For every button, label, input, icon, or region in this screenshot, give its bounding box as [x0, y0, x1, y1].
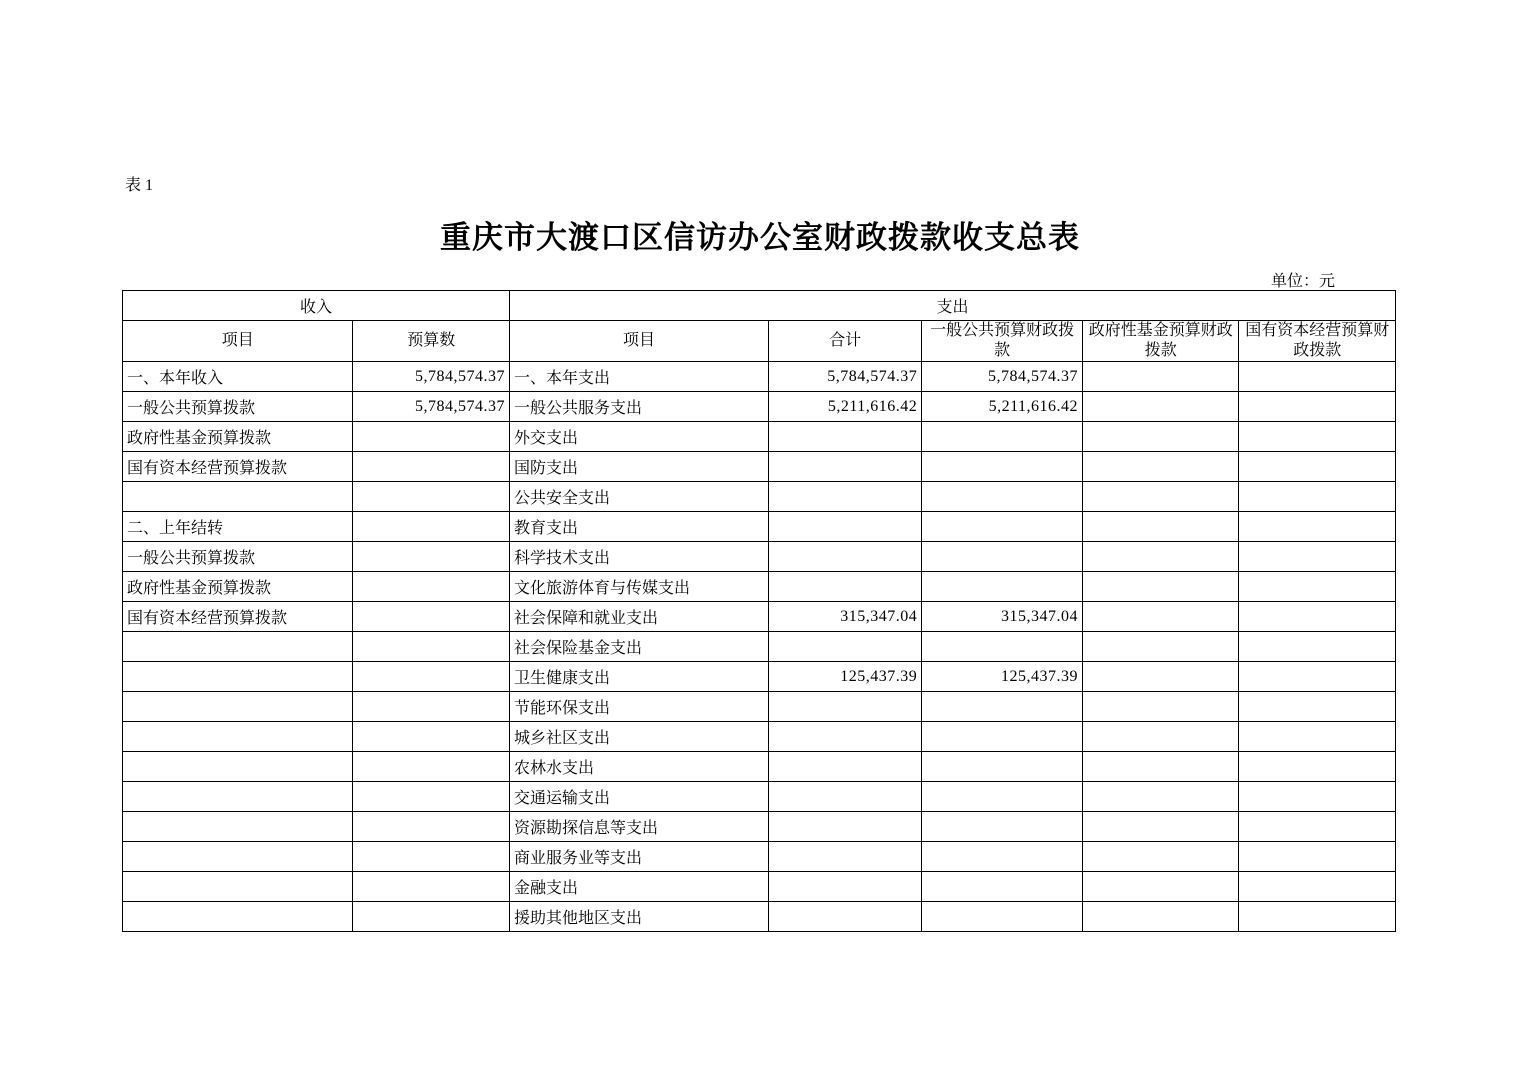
cell-income-item — [123, 872, 353, 902]
cell-exp-state-capital — [1239, 662, 1396, 692]
cell-exp-general-public — [922, 902, 1083, 932]
table-row — [123, 542, 1396, 572]
table-row — [123, 872, 1396, 902]
cell-exp-item: 农林水支出 — [509, 752, 768, 782]
cell-income-item — [123, 722, 353, 752]
cell-income-budget — [353, 632, 509, 662]
table-label: 表 1 — [125, 177, 154, 194]
table-row — [123, 752, 1396, 782]
cell-exp-total — [769, 752, 922, 782]
table-head — [123, 291, 1396, 362]
cell-exp-state-capital — [1239, 602, 1396, 632]
unit-note: 单位：元 — [1270, 273, 1335, 290]
cell-exp-general-public — [922, 632, 1083, 662]
cell-exp-general-public — [922, 572, 1083, 602]
cell-exp-general-public — [922, 752, 1083, 782]
cell-exp-item: 社会保险基金支出 — [509, 632, 768, 662]
cell-income-item — [123, 842, 353, 872]
cell-exp-state-capital — [1239, 452, 1396, 482]
cell-income-item: 国有资本经营预算拨款 — [123, 452, 353, 482]
cell-exp-state-capital — [1239, 512, 1396, 542]
cell-exp-gov-fund — [1083, 422, 1239, 452]
cell-exp-gov-fund — [1083, 482, 1239, 512]
cell-exp-state-capital — [1239, 572, 1396, 602]
cell-income-budget — [353, 482, 509, 512]
cell-exp-total — [769, 482, 922, 512]
cell-exp-total — [769, 452, 922, 482]
cell-exp-item: 科学技术支出 — [509, 542, 768, 572]
cell-exp-total — [769, 422, 922, 452]
cell-exp-general-public — [922, 692, 1083, 722]
cell-exp-total: 5,784,574.37 — [769, 362, 922, 392]
cell-income-item: 一、本年收入 — [123, 362, 353, 392]
table-row — [123, 812, 1396, 842]
cell-exp-state-capital — [1239, 692, 1396, 722]
cell-exp-general-public — [922, 842, 1083, 872]
cell-exp-item: 节能环保支出 — [509, 692, 768, 722]
column-header-exp-total: 合计 — [769, 321, 922, 362]
cell-income-budget — [353, 812, 509, 842]
group-header-income: 收入 — [123, 291, 510, 321]
cell-income-item — [123, 662, 353, 692]
cell-exp-state-capital — [1239, 842, 1396, 872]
table-row — [123, 572, 1396, 602]
cell-exp-general-public — [922, 782, 1083, 812]
table-row — [123, 392, 1396, 422]
table-row — [123, 452, 1396, 482]
cell-exp-total — [769, 842, 922, 872]
cell-income-budget — [353, 422, 509, 452]
group-header-expenditure: 支出 — [509, 291, 1395, 321]
cell-exp-total — [769, 542, 922, 572]
cell-exp-general-public — [922, 452, 1083, 482]
cell-exp-general-public — [922, 812, 1083, 842]
cell-income-item — [123, 812, 353, 842]
column-header-exp-gov-fund: 政府性基金预算财政拨款 — [1083, 321, 1239, 362]
cell-exp-item: 教育支出 — [509, 512, 768, 542]
cell-exp-gov-fund — [1083, 602, 1239, 632]
cell-income-item: 一般公共预算拨款 — [123, 542, 353, 572]
cell-exp-total — [769, 812, 922, 842]
cell-exp-item: 商业服务业等支出 — [509, 842, 768, 872]
cell-exp-gov-fund — [1083, 452, 1239, 482]
cell-income-budget — [353, 842, 509, 872]
cell-exp-total: 125,437.39 — [769, 662, 922, 692]
cell-income-budget — [353, 662, 509, 692]
cell-income-item: 政府性基金预算拨款 — [123, 422, 353, 452]
cell-exp-state-capital — [1239, 422, 1396, 452]
cell-income-budget — [353, 782, 509, 812]
cell-exp-general-public: 125,437.39 — [922, 662, 1083, 692]
cell-exp-gov-fund — [1083, 632, 1239, 662]
cell-exp-general-public: 315,347.04 — [922, 602, 1083, 632]
table-column-header-row — [123, 321, 1396, 362]
cell-exp-total — [769, 872, 922, 902]
cell-exp-total: 315,347.04 — [769, 602, 922, 632]
cell-exp-gov-fund — [1083, 572, 1239, 602]
cell-exp-total — [769, 902, 922, 932]
cell-exp-state-capital — [1239, 542, 1396, 572]
cell-exp-general-public: 5,784,574.37 — [922, 362, 1083, 392]
cell-income-item — [123, 482, 353, 512]
cell-exp-total — [769, 692, 922, 722]
table-group-header-row — [123, 291, 1396, 321]
cell-exp-gov-fund — [1083, 812, 1239, 842]
cell-exp-item: 公共安全支出 — [509, 482, 768, 512]
cell-exp-gov-fund — [1083, 752, 1239, 782]
cell-exp-item: 外交支出 — [509, 422, 768, 452]
cell-exp-total — [769, 722, 922, 752]
cell-exp-state-capital — [1239, 902, 1396, 932]
table-row — [123, 842, 1396, 872]
column-header-exp-item: 项目 — [509, 321, 768, 362]
cell-exp-item: 城乡社区支出 — [509, 722, 768, 752]
cell-exp-state-capital — [1239, 722, 1396, 752]
cell-exp-gov-fund — [1083, 662, 1239, 692]
cell-exp-total — [769, 512, 922, 542]
cell-exp-state-capital — [1239, 782, 1396, 812]
cell-exp-general-public — [922, 872, 1083, 902]
cell-exp-total: 5,211,616.42 — [769, 392, 922, 422]
cell-income-item — [123, 752, 353, 782]
cell-income-item — [123, 902, 353, 932]
column-header-income-item: 项目 — [123, 321, 353, 362]
cell-income-budget — [353, 512, 509, 542]
cell-income-item — [123, 692, 353, 722]
table-row — [123, 632, 1396, 662]
cell-income-budget: 5,784,574.37 — [353, 392, 509, 422]
cell-income-item: 一般公共预算拨款 — [123, 392, 353, 422]
cell-exp-item: 金融支出 — [509, 872, 768, 902]
cell-income-budget — [353, 602, 509, 632]
cell-exp-total — [769, 572, 922, 602]
table-body — [123, 362, 1396, 932]
cell-income-item: 国有资本经营预算拨款 — [123, 602, 353, 632]
cell-exp-gov-fund — [1083, 842, 1239, 872]
cell-exp-state-capital — [1239, 362, 1396, 392]
cell-exp-total — [769, 632, 922, 662]
table-row — [123, 602, 1396, 632]
cell-income-item — [123, 782, 353, 812]
cell-exp-item: 卫生健康支出 — [509, 662, 768, 692]
cell-income-budget — [353, 752, 509, 782]
cell-exp-state-capital — [1239, 392, 1396, 422]
cell-exp-gov-fund — [1083, 362, 1239, 392]
table-row — [123, 362, 1396, 392]
cell-exp-item: 交通运输支出 — [509, 782, 768, 812]
cell-exp-item: 社会保障和就业支出 — [509, 602, 768, 632]
cell-exp-gov-fund — [1083, 692, 1239, 722]
cell-exp-item: 资源勘探信息等支出 — [509, 812, 768, 842]
cell-exp-gov-fund — [1083, 392, 1239, 422]
cell-exp-state-capital — [1239, 812, 1396, 842]
cell-exp-general-public — [922, 722, 1083, 752]
cell-exp-general-public: 5,211,616.42 — [922, 392, 1083, 422]
cell-exp-general-public — [922, 542, 1083, 572]
table-row — [123, 692, 1396, 722]
cell-exp-item: 援助其他地区支出 — [509, 902, 768, 932]
cell-income-budget — [353, 542, 509, 572]
table-row — [123, 512, 1396, 542]
cell-income-budget — [353, 572, 509, 602]
cell-exp-state-capital — [1239, 632, 1396, 662]
cell-income-budget — [353, 452, 509, 482]
cell-exp-total — [769, 782, 922, 812]
cell-exp-gov-fund — [1083, 872, 1239, 902]
cell-exp-general-public — [922, 422, 1083, 452]
cell-exp-gov-fund — [1083, 902, 1239, 932]
cell-exp-item: 文化旅游体育与传媒支出 — [509, 572, 768, 602]
cell-income-budget — [353, 872, 509, 902]
cell-income-budget — [353, 692, 509, 722]
cell-exp-state-capital — [1239, 872, 1396, 902]
table-row — [123, 782, 1396, 812]
column-header-exp-state-capital: 国有资本经营预算财政拨款 — [1239, 321, 1396, 362]
cell-exp-gov-fund — [1083, 722, 1239, 752]
table-row — [123, 422, 1396, 452]
cell-exp-general-public — [922, 482, 1083, 512]
column-header-income-budget: 预算数 — [353, 321, 509, 362]
cell-exp-item: 一般公共服务支出 — [509, 392, 768, 422]
cell-exp-state-capital — [1239, 752, 1396, 782]
cell-exp-item: 国防支出 — [509, 452, 768, 482]
column-header-exp-general-public: 一般公共预算财政拨款 — [922, 321, 1083, 362]
cell-income-item — [123, 632, 353, 662]
table-row — [123, 902, 1396, 932]
cell-income-budget: 5,784,574.37 — [353, 362, 509, 392]
cell-exp-gov-fund — [1083, 782, 1239, 812]
table-row — [123, 722, 1396, 752]
page-title: 重庆市大渡口区信访办公室财政拨款收支总表 — [440, 220, 1080, 255]
cell-exp-gov-fund — [1083, 512, 1239, 542]
cell-income-item: 政府性基金预算拨款 — [123, 572, 353, 602]
budget-table — [122, 290, 1396, 932]
cell-exp-item: 一、本年支出 — [509, 362, 768, 392]
cell-exp-state-capital — [1239, 482, 1396, 512]
cell-income-item: 二、上年结转 — [123, 512, 353, 542]
cell-income-budget — [353, 722, 509, 752]
cell-income-budget — [353, 902, 509, 932]
cell-exp-gov-fund — [1083, 542, 1239, 572]
table-row — [123, 482, 1396, 512]
table-row — [123, 662, 1396, 692]
cell-exp-general-public — [922, 512, 1083, 542]
